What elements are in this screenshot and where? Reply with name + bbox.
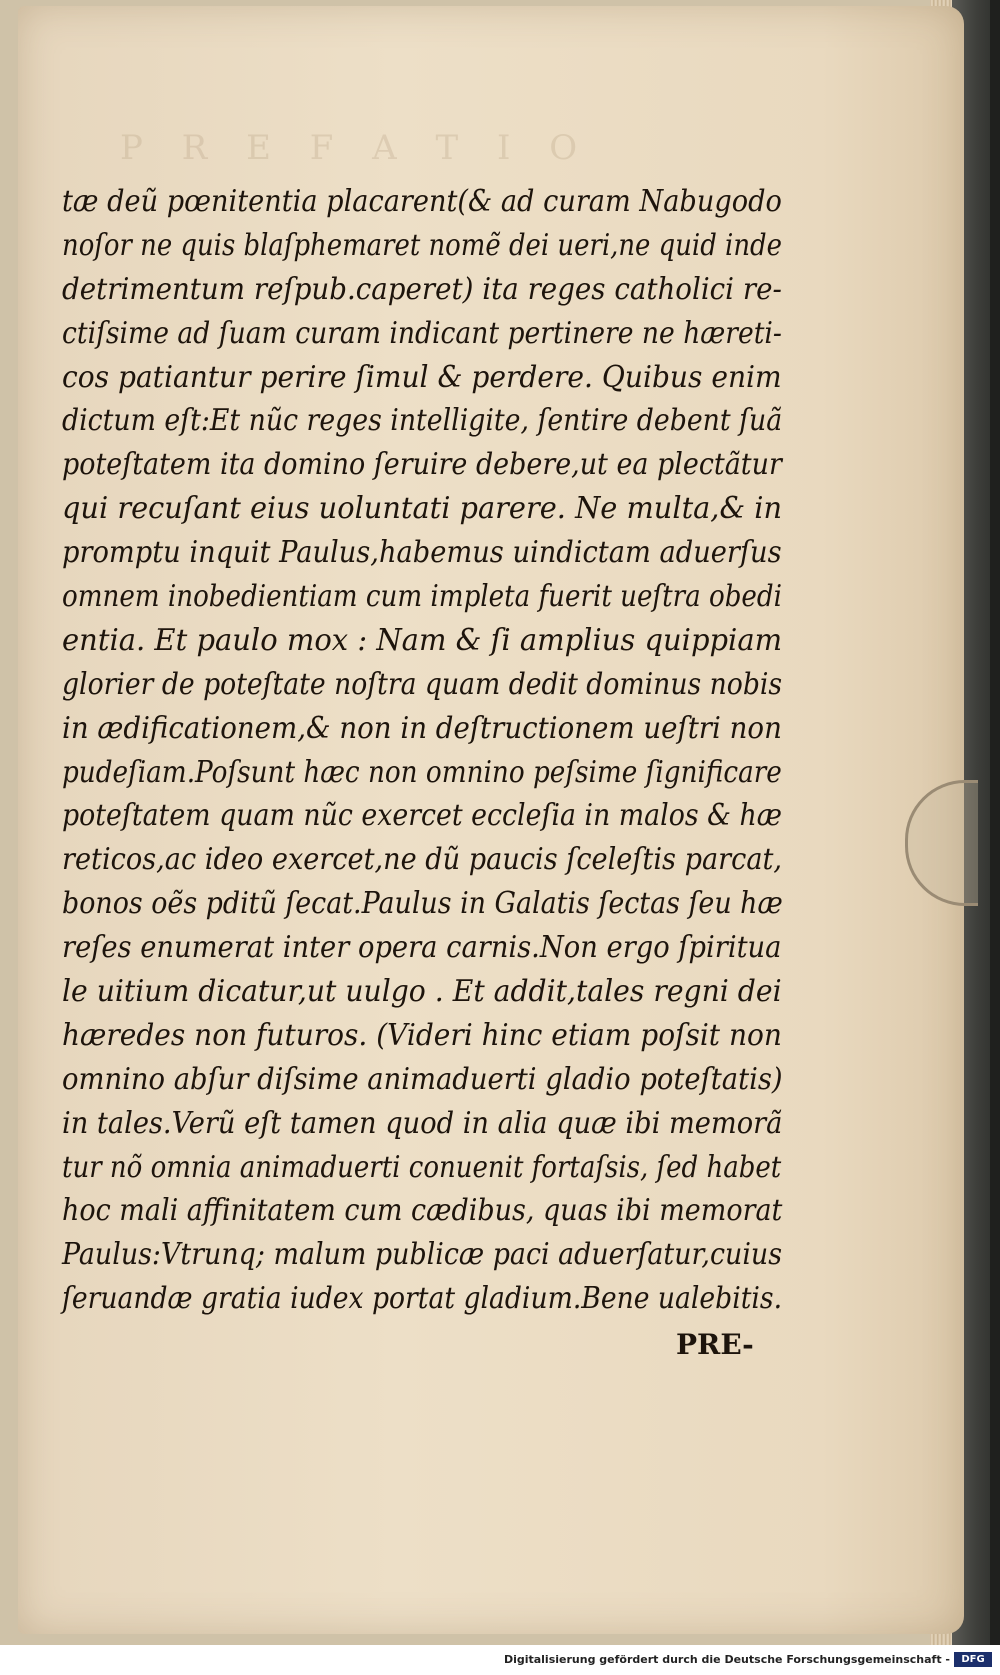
text-line: dictum eſt:Et nũc reges intelligite, ſentire debent ſuã bbox=[62, 403, 783, 439]
text-line: in tales.Verũ eſt tamen quod in alia quæ ibi memorã bbox=[62, 1105, 783, 1141]
text-line: pudeſiam.Poſsunt hæc non omnino peſsime ſignificare bbox=[62, 754, 782, 790]
text-line: in ædificationem,& non in deſtructionem ueſtri non bbox=[62, 710, 782, 746]
text-line: glorier de poteſtate noſtra quam dedit dominus nobis bbox=[62, 666, 783, 702]
text-line: Paulus:Vtrunq; malum publicæ paci aduerſatur,cuius bbox=[62, 1237, 783, 1273]
text-line: cos patiantur perire ſimul & perdere. Quibus enim bbox=[62, 359, 782, 395]
text-line: entia. Et paulo mox : Nam & ſi amplius quippiam bbox=[62, 622, 783, 658]
text-line: noſor ne quis blaſphemaret nomẽ dei ueri,ne quid inde bbox=[62, 227, 782, 263]
book-cover-edge bbox=[990, 0, 1000, 1645]
text-line: reſes enumerat inter opera carnis.Non ergo ſpiritua bbox=[62, 930, 782, 966]
text-line: hoc mali affinitatem cum cædibus, quas ibi memorat bbox=[62, 1193, 783, 1229]
funding-credit: Digitalisierung gefördert durch die Deutsche Forschungsgemeinschaft - bbox=[503, 1653, 950, 1666]
text-line: hæredes non futuros. (Videri hinc etiam poſsit non bbox=[62, 1017, 782, 1053]
text-line: promptu inquit Paulus,habemus uindictam aduerſus bbox=[62, 535, 782, 571]
text-line: omnino abſur diſsime animaduerti gladio poteſtatis) bbox=[62, 1061, 783, 1097]
bleed-through-header: P R E F A T I O bbox=[120, 128, 592, 168]
catchword: PRE- bbox=[676, 1328, 754, 1361]
text-line: ctiſsime ad ſuam curam indicant pertinere ne hæreti- bbox=[62, 315, 782, 351]
text-line: le uitium dicatur,ut uulgo . Et addit,tales regni dei bbox=[62, 974, 782, 1010]
text-line: poteſtatem ita domino ſeruire debere,ut ea plectãtur bbox=[62, 447, 782, 483]
text-line: qui recuſant eius uoluntati parere. Ne multa,& in bbox=[62, 491, 783, 527]
text-line: poteſtatem quam nũc exercet eccleſia in malos & hæ bbox=[62, 798, 782, 834]
text-line: bonos oẽs pditũ ſecat.Paulus in Galatis ſectas ſeu hæ bbox=[62, 886, 783, 922]
text-line: reticos,ac ideo exercet,ne dũ paucis ſceleſtis parcat, bbox=[62, 842, 783, 878]
text-line: detrimentum reſpub.caperet) ita reges catholici re- bbox=[62, 271, 782, 307]
dfg-logo: DFG bbox=[954, 1652, 992, 1667]
text-line: tur nõ omnia animaduerti conuenit fortaſsis, ſed habet bbox=[62, 1149, 782, 1185]
text-line: tæ deũ pœnitentia placarent(& ad curam Nabugodo bbox=[62, 184, 782, 219]
credit-bar bbox=[0, 1645, 1000, 1675]
text-line: omnem inobedientiam cum impleta fuerit ueſtra obedi bbox=[62, 579, 782, 615]
text-line: ſeruandæ gratia iudex portat gladium.Bene ualebitis. bbox=[62, 1281, 783, 1317]
body-text bbox=[62, 180, 782, 1321]
